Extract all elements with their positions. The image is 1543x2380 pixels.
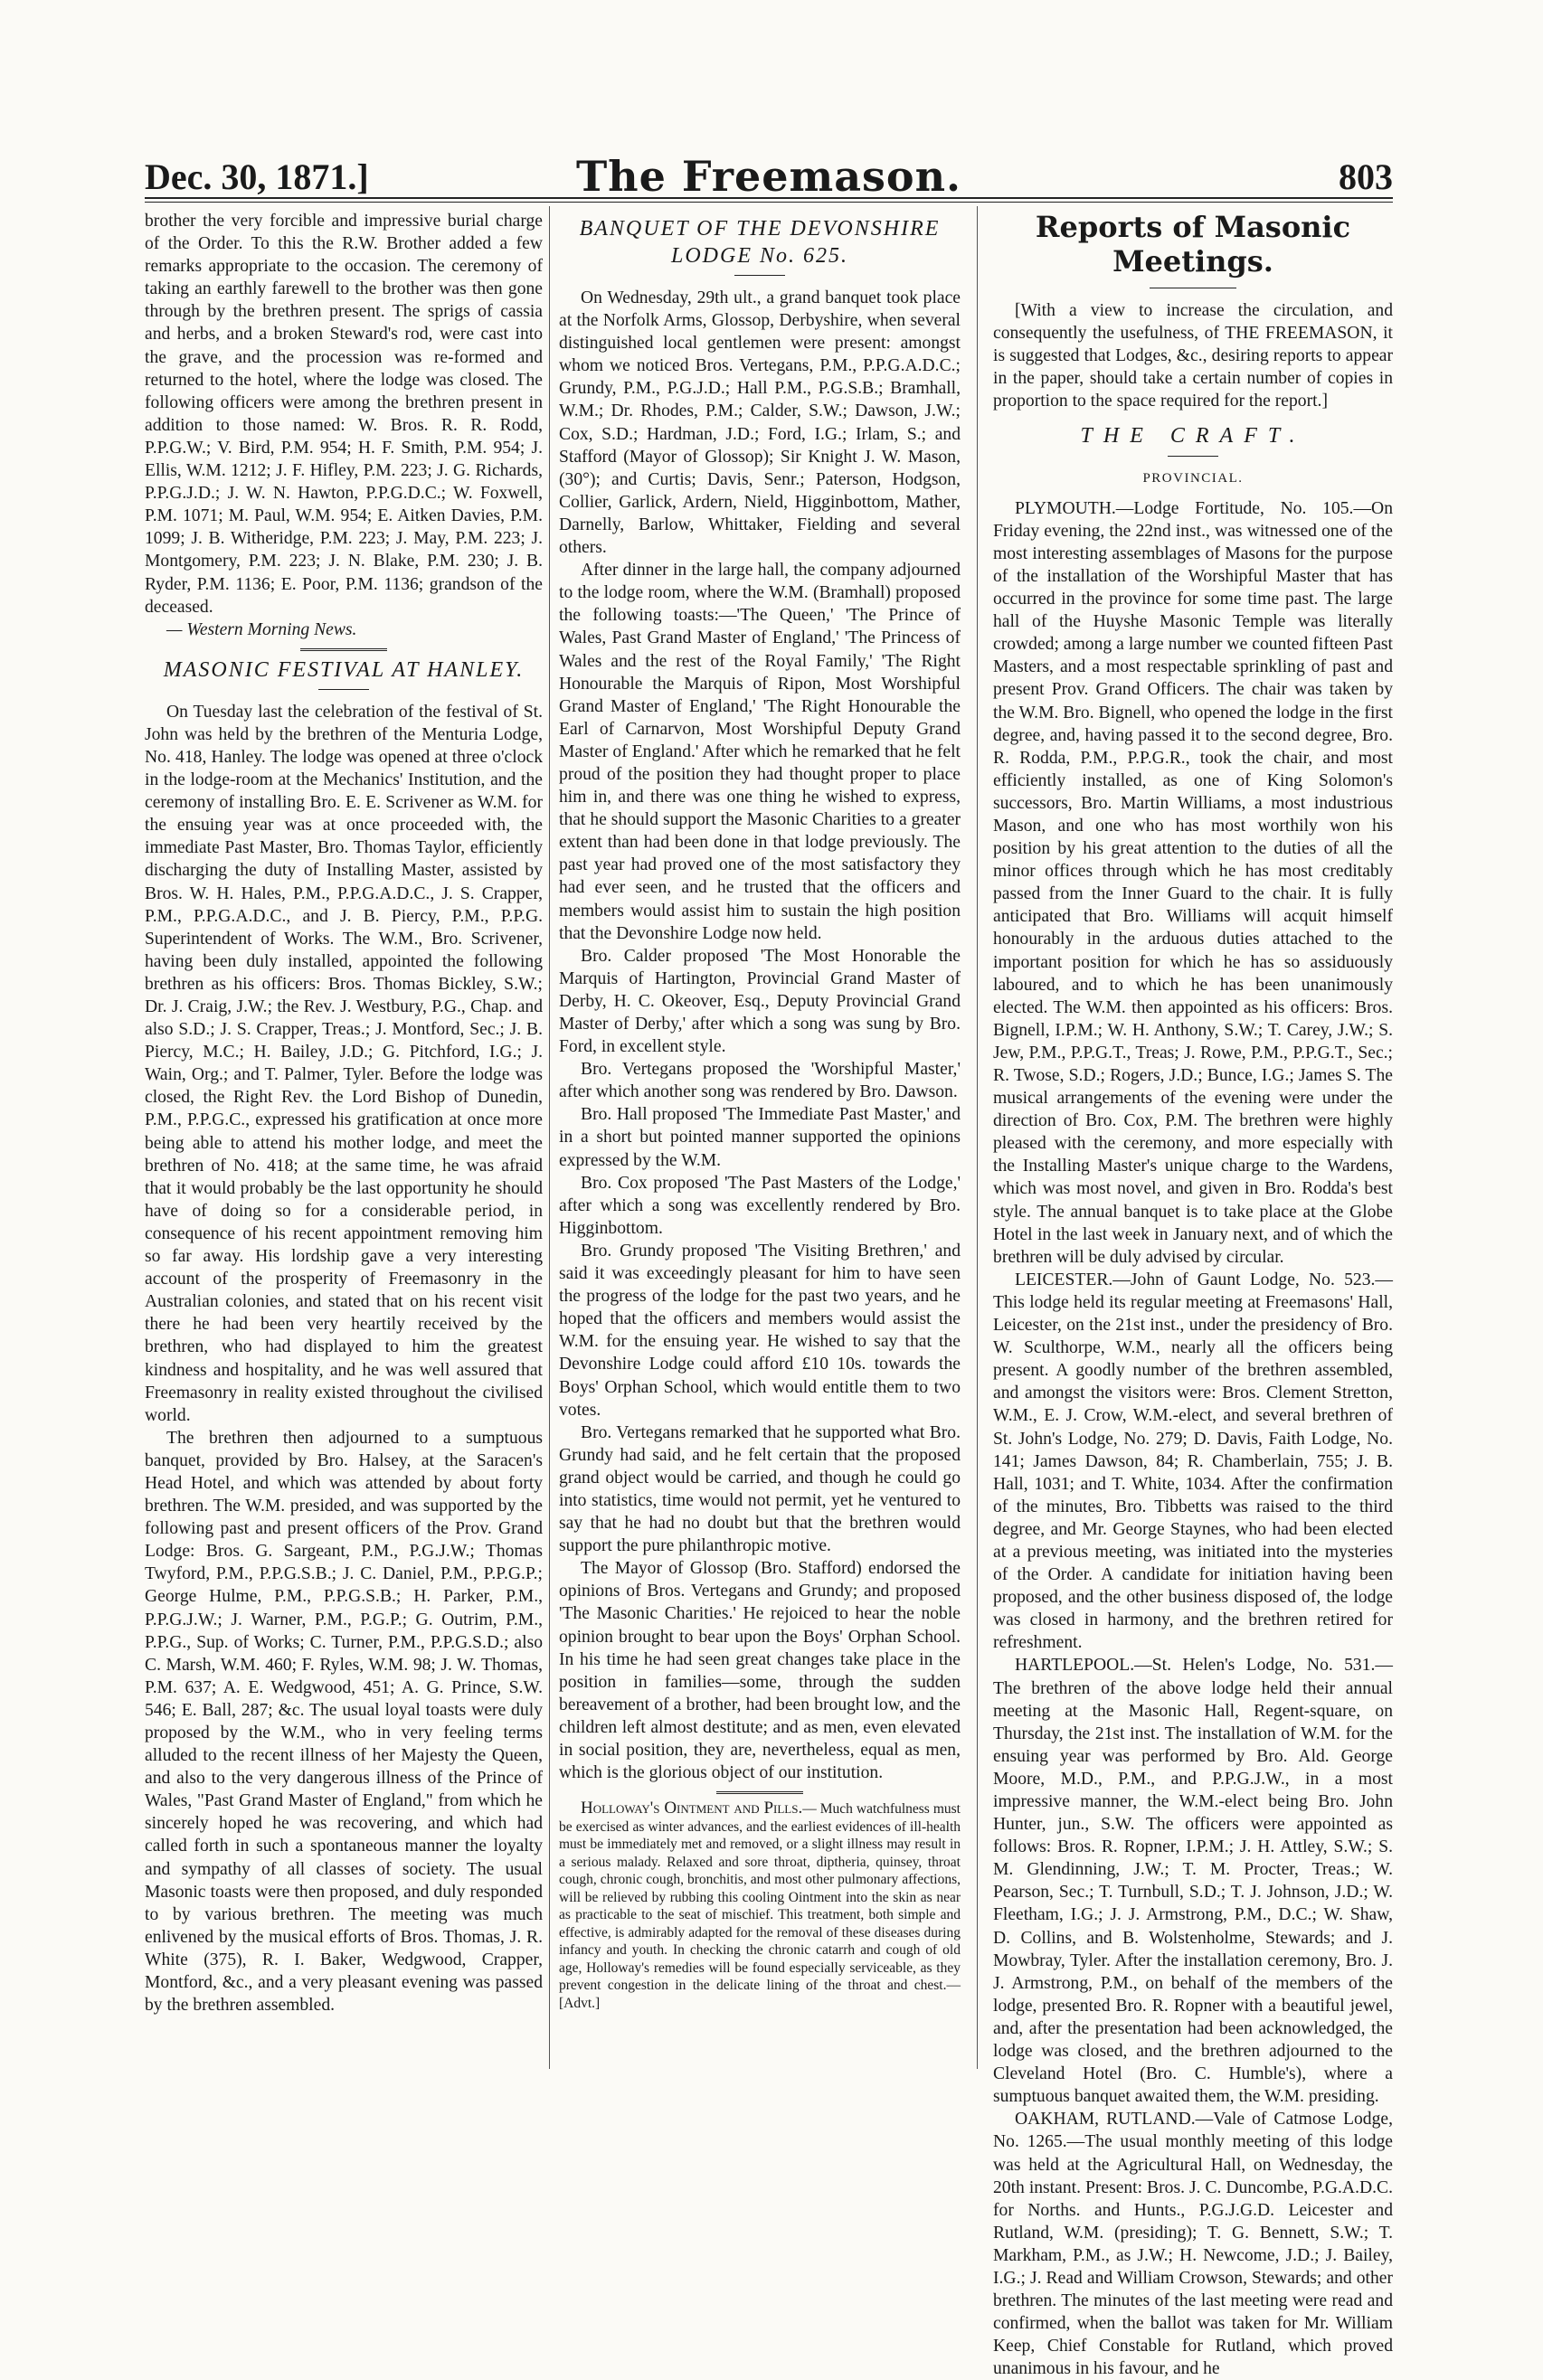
page-number: 803 [1339, 156, 1393, 197]
heading-rule [1168, 456, 1218, 457]
article-paragraph: After dinner in the large hall, the company adjourned to the lodge room, where the W.M. (Bramhall) proposed the following toasts:—'The Queen,' 'The Prince of Wales, Past Grand Master of England,' 'The Princess of Wales and the rest of the Royal Family,' 'The Right Honourable the Marquis of Ripon, Most Worshipful Grand Master of England,' 'The Right Honourable the Earl of Carnarvon, Most Worshipful Deputy Grand Master of England.' After which he remarked that he felt proud of the position they had thought proper to place him in, and there was one thing he wished to express, that he should support the Masonic Charities to a greater extent than had been done in that lodge previously. The past year had proved one of the most satisfactory they had ever seen, and he trusted that the officers and members would assist him to sustain the high position that the Devonshire Lodge now held. [559, 561, 961, 943]
column-divider [977, 206, 978, 2069]
article-paragraph: Bro. Vertegans proposed the 'Worshipful Master,' after which another song was rendered by Bro. Dawson. [559, 1060, 961, 1102]
article-paragraph: Bro. Calder proposed 'The Most Honorable the Marquis of Hartington, Provincial Grand Master of Derby, H. C. Okeover, Esq., Deputy Provincial Grand Master of Derby,' after which a song was sung by Bro. Ford, in excellent style. [559, 946, 961, 1057]
article-paragraph: Bro. Hall proposed 'The Immediate Past Master,' and in a short but pointed manner supported the opinions expressed by the W.M. [559, 1105, 961, 1170]
advertisement-body: — Much watchfulness must be exercised as winter advances, and the earliest evidences of ill-health must be immediately met and removed, or a slight illness may result in a serious malady. Relaxed and sore throat, diptheria, quinsey, throat cough, chronic cough, bronchitis, and most other pulmonary affections, will be relieved by rubbing this cooling Ointment into the skin as near as practicable to the seat of mischief. This treatment, both simple and effective, is admirably adapted for the removal of these diseases during infancy and youth. In checking the chronic catarrh and cough of old age, Holloway's remedies will be found especially serviceable, as they prevent congestion in the delicate lining of the throat and chest.—[Advt.] [559, 1801, 961, 2011]
article-paragraph: Bro. Grundy proposed 'The Visiting Brethren,' and said it was exceedingly pleasant for him to have seen the progress of the lodge for the past two years, and he hoped that the officers and members would assist the W.M. for the ensuing year. He wished to say that the Devonshire Lodge could afford £10 10s. towards the Boys' Orphan School, which would entitle them to two votes. [559, 1241, 961, 1420]
column-divider [549, 206, 550, 2069]
subsection-label: PROVINCIAL. [1142, 470, 1244, 486]
article-paragraph: Bro. Cox proposed 'The Past Masters of the Lodge,' after which a song was excellently rendered by Bro. Higginbottom. [559, 1173, 961, 1238]
article-paragraph: The brethren then adjourned to a sumptuous banquet, provided by Bro. Halsey, at the Saracen's Head Hotel, and which was attended by about forty brethren. The W.M. presided, and was supported by the following past and present officers of the Prov. Grand Lodge: Bros. G. Sargeant, P.M., P.G.J.W.; Thomas Twyford, P.M., P.P.G.S.B.; J. C. Daniel, P.M., P.P.G.P.; George Hulme, P.M., P.P.G.S.B.; H. Parker, P.M., P.P.G.J.W.; J. Warner, P.M., P.G.P.; G. Outrim, P.M., P.P.G., Sup. of Works; C. Turner, P.M., P.P.G.S.D.; also C. Marsh, W.M. 460; F. Ryles, W.M. 98; J. W. Thomas, P.M. 637; A. E. Wedgwood, 451; A. G. Prince, S.W. 546; E. Ball, 287; &c. The usual loyal toasts were duly proposed by the W.M., who in very feeling terms alluded to the recent illness of her Majesty the Queen, and also to the very dangerous illness of the Prince of Wales, "Past Grand Master of England," from which he sincerely hoped he was recovering, and which had called forth in such a spontaneous manner the loyalty and sympathy of all classes of society. The usual Masonic toasts were then proposed, and duly responded to by various brethren. The meeting was much enlivened by the musical efforts of Bros. Thomas, J. R. White (375), R. I. Baker, Wedgwood, Crapper, Montford, &c., and a very pleasant evening was passed by the brethren assembled. [145, 1428, 543, 2016]
article-paragraph: brother the very forcible and impressive burial charge of the Order. To this the R.W. Brother added a few remarks appropriate to the occasion. The ceremony of taking an earthly farewell to the brother was then gone through by the brethren present. The sprigs of cassia and herbs, and a broken Steward's rod, were cast into the grave, and the procession was re-formed and returned to the hotel, where the lodge was closed. The following officers were among the brethren present in addition to those named: W. Bros. R. R. Rodd, P.P.G.W.; V. Bird, P.M. 954; H. F. Smith, P.M. 954; J. Ellis, W.M. 1212; J. F. Hifley, P.M. 223; J. G. Richards, P.P.G.J.D.; J. W. N. Hawton, P.P.G.D.C.; W. Foxwell, P.M. 1071; M. Paul, W.M. 954; E. Aitken Davies, P.M. 1099; J. B. Witheridge, P.M. 223; J. May, P.M. 223; J. Montgomery, P.M. 223; J. N. Blake, P.M. 230; J. B. Ryder, P.M. 1136; E. Poor, P.M. 1136; grandson of the deceased. [145, 212, 543, 617]
heading-rule [318, 689, 369, 690]
editorial-notice: [With a view to increase the circulation, and consequently the usefulness, of THE FREEMASON, it is suggested that Lodges, &c., desiring reports to appear in the paper, should take a certain number of copies in proportion to the space required for the report.] [993, 301, 1393, 411]
newspaper-title: The Freemason. [575, 152, 962, 201]
article-heading: BANQUET OF THE DEVONSHIRE LODGE No. 625. [579, 217, 941, 268]
masthead [145, 152, 1393, 201]
column-3 [993, 210, 1393, 2380]
masthead-rule-thin [145, 202, 1393, 203]
column-2 [559, 210, 961, 2012]
heading-rule [734, 275, 785, 276]
report-paragraph: OAKHAM, RUTLAND.—Vale of Catmose Lodge, No. 1265.—The usual monthly meeting of this lodge was held at the Agricultural Hall, on Wednesday, the 20th instant. Present: Bros. J. C. Duncombe, P.G.A.D.C. for Norths. and Hunts., P.G.J.G.D. Leicester and Rutland, W.M. (presiding); T. G. Bennett, S.W.; T. Markham, P.M., as J.W.; H. Newcome, J.D.; J. Bailey, I.G.; J. Read and William Crowson, Stewards; and other brethren. The minutes of the last meeting were read and confirmed, when the ballot was taken for Mr. William Keep, Chief Constable for Rutland, which proved unanimous in his favour, and he [993, 2110, 1393, 2379]
report-paragraph: HARTLEPOOL.—St. Helen's Lodge, No. 531.—The brethren of the above lodge held their annual meeting at the Masonic Hall, Regent-square, on Thursday, the 21st inst. The installation of W.M. for the ensuing year was performed by Bro. Ald. George Moore, M.D., P.M., and P.P.G.J.W., in a most impressive manner, the W.M.-elect being Bro. John Hunter, jun., S.W. The officers were appointed as follows: Bros. R. Ropner, I.P.M.; J. H. Attley, S.W.; S. M. Glendinning, J.W.; T. M. Procter, Treas.; W. Pearson, Sec.; T. Turnbull, S.D.; T. J. Johnson, J.D.; W. Fleetham, I.G.; J. J. Armstrong, P.M., D.C.; W. Shaw, D. Collins, and B. Wolstenholme, Stewards; and J. Mowbray, Tyler. After the installation ceremony, Bro. J. J. Armstrong, P.M., on behalf of the members of the lodge, presented Bro. R. Ropner with a beautiful jewel, and, after the presentation had been acknowledged, the lodge was closed, and the brethren adjourned to the Cleveland Hotel (Bro. C. Humble's), where a sumptuous banquet awaited them, the W.M. presiding. [993, 1656, 1393, 2107]
section-divider [300, 648, 387, 651]
article-paragraph: The Mayor of Glossop (Bro. Stafford) endorsed the opinions of Bros. Vertegans and Grundy; and proposed 'The Masonic Charities.' He rejoiced to hear the noble opinion brought to bear upon the Boys' Orphan School. In his time he had seen great changes take place in the position in families—some, through the sudden bereavement of a brother, had been brought low, and the children left almost destitute; and as men, even elevated in social position, they are, nevertheless, equal as men, which is the glorious object of our institution. [559, 1559, 961, 1783]
article-paragraph: On Tuesday last the celebration of the festival of St. John was held by the brethren of the Menturia Lodge, No. 418, Hanley. The lodge was opened at three o'clock in the lodge-room at the Mechanics' Institution, and the ceremony of installing Bro. E. E. Scrivener as W.M. for the ensuing year was at once proceeded with, the immediate Past Master, Bro. Thomas Taylor, efficiently discharging the duty of Installing Master, assisted by Bros. W. H. Hales, P.M., P.P.G.A.D.C., J. S. Crapper, P.M., P.P.G.A.D.C., and J. B. Piercy, P.M., P.P.G. Superintendent of Works. The W.M., Bro. Scrivener, having been duly installed, appointed the following brethren as his officers: Bros. Thomas Bickley, S.W.; Dr. J. Craig, J.W.; the Rev. J. Westbury, P.G., Chap. and also S.D.; J. S. Crapper, Treas.; J. Montford, Sec.; J. B. Piercy, M.C.; H. Bailey, J.D.; G. Pitchford, I.G.; J. Wain, Org.; and T. Palmer, Tyler. Before the lodge was closed, the Right Rev. the Lord Bishop of Dunedin, P.M., P.P.G.C., expressed his gratification at once more being able to attend his mother lodge, and meet the brethren of No. 418; at the same time, he was afraid that it would probably be the last opportunity he should have of doing so for a considerable period, in consequence of his recent appointment removing him so far away. His lordship gave a very interesting account of the prosperity of Freemasonry in the Australian colonies, and stated that on his recent visit there he had been very heartily received by the brethren, who had displayed to him the greatest kindness and hospitality, and he was well assured that Freemasonry in reality existed throughout the civilised world. [145, 702, 543, 1425]
advertisement [559, 1799, 961, 2012]
article-attribution: — Western Morning News. [166, 619, 357, 639]
article-paragraph: On Wednesday, 29th ult., a grand banquet took place at the Norfolk Arms, Glossop, Derbyshire, when several distinguished local gentlemen were present: amongst whom we noticed Bros. Vertegans, P.M., P.P.G.A.D.C.; Grundy, P.M., P.G.J.D.; Hall P.M., P.G.S.B.; Bramhall, W.M.; Dr. Rhodes, P.M.; Calder, S.W.; Dawson, J.W.; Cox, S.D.; Hardman, J.D.; Ford, I.G.; Irlam, S.; and Stafford (Mayor of Glossop); Sir Knight J. W. Mason, (30°); and Curtis; Davis, Senr.; Paterson, Hodgson, Collier, Garlick, Ardern, Nield, Higginbottom, Mather, Darnelly, Barlow, Whittaker, Fielding and several others. [559, 288, 961, 558]
advertisement-title: Holloway's Ointment and Pills. [581, 1799, 803, 1818]
section-divider [716, 1791, 803, 1794]
masthead-rule [145, 197, 1393, 199]
article-paragraph: Bro. Vertegans remarked that he supported what Bro. Grundy had said, and he felt certain that the proposed grand object would be carried, and though he could go into statistics, time would not permit, yet he ventured to say that he had no doubt but that the brethren would support the pure philanthropic motive. [559, 1422, 961, 1556]
article-heading: MASONIC FESTIVAL AT HANLEY. [163, 657, 525, 682]
column-1 [145, 210, 543, 2016]
report-paragraph: PLYMOUTH.—Lodge Fortitude, No. 105.—On Friday evening, the 22nd inst., was witnessed one of the most interesting assemblages of Masons for the purpose of the installation of the Worshipful Master that has occurred in the province for some time past. The large hall of the Huyshe Masonic Temple was literally crowded; among a large number we counted fifteen Past Masters, and a most respectable sprinkling of past and present Prov. Grand Officers. The chair was taken by the W.M. Bro. Bignell, who opened the lodge in the first degree, and, having passed it to the second degree, Bro. R. Rodda, P.M., P.P.G.R., took the chair, and most efficiently installed, as one of King Solomon's successors, Bro. Martin Williams, a most industrious Mason, and one who has most worthily won his position by his great attention to the duties of all the minor offices through which he has most creditably passed from the Inner Guard to the chair. It is fully anticipated that Bro. Williams will acquit himself honourably in the arduous duties attached to the important position for which he has so assiduously laboured, and to which he has been unanimously elected. The W.M. then appointed as his officers: Bros. Bignell, I.P.M.; W. H. Anthony, S.W.; T. Carey, J.W.; S. Jew, P.M., P.P.G.T., Treas; J. Rowe, P.M., P.P.G.T., Sec.; R. Twose, S.D.; Rogers, J.D.; Bunce, I.G.; James S. The musical arrangements of the evening were under the direction of Bro. Cox, P.M. The brethren were highly pleased with the ceremony, and more especially with the Installing Master's unique charge to the Wardens, which was most novel, and given in Bro. Rodda's best style. The annual banquet is to take place at the Globe Hotel in the last week in January next, and of which the brethren will be duly advised by circular. [993, 498, 1393, 1267]
issue-date: Dec. 30, 1871.] [145, 156, 369, 197]
section-heading: Reports of Masonic Meetings. [1035, 210, 1351, 279]
subsection-heading: THE CRAFT. [1080, 424, 1306, 449]
report-paragraph: LEICESTER.—John of Gaunt Lodge, No. 523.—This lodge held its regular meeting at Freemasons' Hall, Leicester, on the 21st inst., under the presidency of Bro. W. Sculthorpe, W.M., nearly all the officers being present. A goodly number of the brethren assembled, and amongst the visitors were: Bros. Clement Stretton, W.M., E. J. Crow, W.M.-elect, and several brethren of St. John's Lodge, No. 279; D. Davis, Faith Lodge, No. 141; James Dawson, 84; R. Chamberlain, 755; J. B. Hall, 1031; and T. White, 1034. After the confirmation of the minutes, Bro. Tibbetts was raised to the third degree, and Mr. George Staynes, who had been elected at a previous meeting, was initiated into the mysteries of the Order. A candidate for initiation having been proposed, and the other business disposed of, the lodge was closed in harmony, and the brethren retired for refreshment. [993, 1270, 1393, 1653]
